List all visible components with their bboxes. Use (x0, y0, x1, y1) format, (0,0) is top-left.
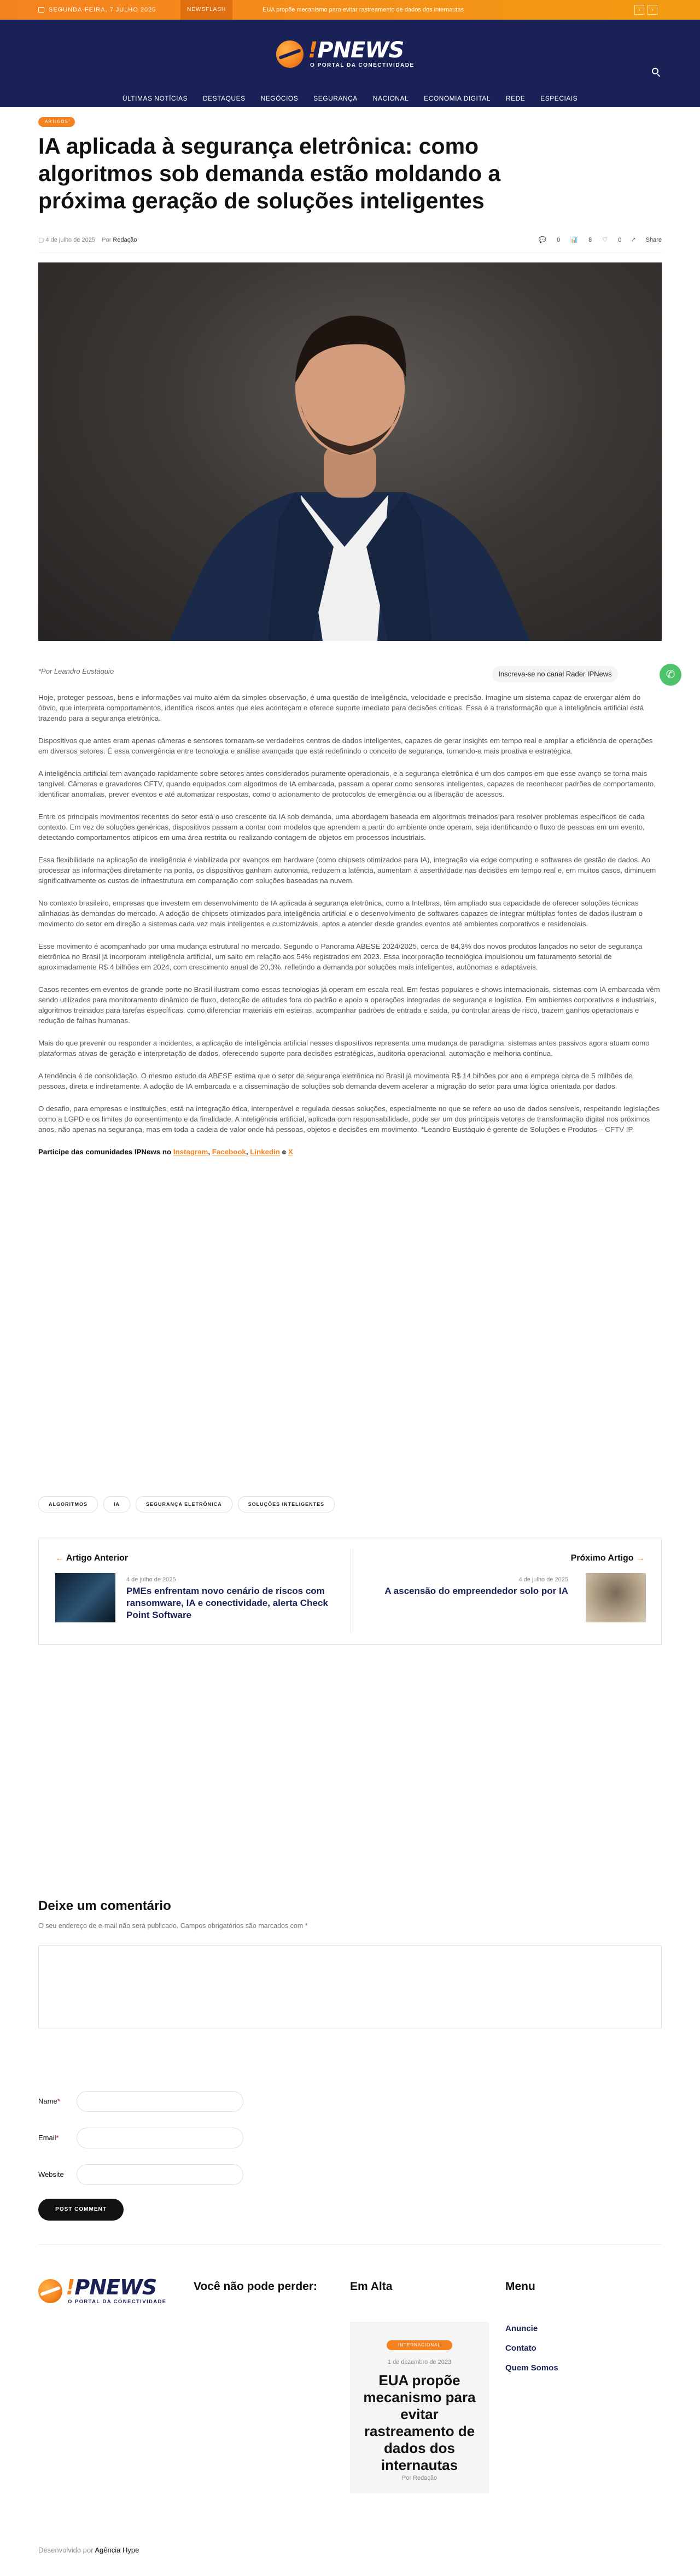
comment-textarea[interactable] (38, 1945, 662, 2029)
article-paragraph: Entre os principais movimentos recentes do setor está o uso crescente da IA sob demanda, uma abordagem baseada em algoritmos treinados para resolver problemas específicos de cada contexto. Em vez de soluções genéricas, dispositivos passam a contar com modelos que aprendem a partir do ambiente onde operam, seja identificando o fluxo de pessoas em um evento, detectando comportamentos atípicos em uma área restrita ou realizando contagem de objetos em processos industriais. (38, 813, 645, 842)
website-label: Website (38, 2170, 64, 2178)
prev-article-label[interactable]: ← Artigo Anterior (55, 1553, 129, 1563)
share-button[interactable]: ⤤ Share (632, 237, 662, 243)
trending-author: Por Redação (401, 2475, 438, 2481)
author-link[interactable]: Redação (113, 237, 137, 243)
facebook-link[interactable]: Facebook (212, 1148, 246, 1156)
nav-negocios[interactable]: NEGÓCIOS (260, 95, 299, 102)
comment-heading: Deixe um comentário (38, 1899, 171, 1913)
next-article-thumbnail[interactable] (586, 1573, 646, 1622)
prev-article-thumbnail[interactable] (55, 1573, 115, 1622)
article-paragraph: Dispositivos que antes eram apenas câmeras e sensores tornaram-se verdadeiros centros de dados inteligentes, capazes de gerar insights em tempo real e ampliar a eficiência de operações em diversos setores. É essa convergência entre tecnologia e análise avançada que está redefinindo o conceito de segurança, tornando-a mais proativa e estratégica. (38, 737, 653, 755)
footer-logo-tagline: O PORTAL DA CONECTIVIDADE (68, 2299, 167, 2305)
current-date: SEGUNDA-FEIRA, 7 JULHO 2025 (38, 0, 156, 20)
name-label: Name* (38, 2097, 60, 2105)
calendar-icon (38, 7, 44, 13)
whatsapp-icon[interactable] (660, 664, 681, 686)
comments-count[interactable]: 💬 0 (539, 237, 561, 243)
next-article-label[interactable]: Próximo Artigo → (570, 1553, 645, 1563)
logo-tagline: O PORTAL DA CONECTIVIDADE (310, 62, 415, 68)
footer-logo-wordmark: !PNEWS (66, 2275, 157, 2299)
email-input[interactable] (77, 2128, 243, 2148)
name-input[interactable] (77, 2091, 243, 2112)
article-date: 4 de julho de 2025 (45, 237, 95, 243)
tag-solucoes-inteligentes[interactable]: SOLUÇÕES INTELIGENTES (238, 1496, 335, 1512)
arrow-right-icon: → (636, 1553, 645, 1563)
globe-logo-icon (276, 40, 304, 68)
article-paragraph: Hoje, proteger pessoas, bens e informações vai muito além da simples observação, é uma questão de inteligência, velocidade e precisão. Imagine um sistema capaz de enxergar além do óbvio, que interpreta comportamentos, identifica riscos antes que eles aconteçam e oferece suporte imediato para decisões críticas. Essa é a transformação que a inteligência artificial está trazendo para a segurança eletrônica. (38, 693, 644, 722)
trending-card[interactable] (350, 2322, 489, 2493)
footer-divider (38, 2244, 662, 2245)
x-link[interactable]: X (288, 1148, 293, 1156)
article-hero-image (38, 262, 662, 641)
main-nav (0, 90, 700, 107)
newsflash-link[interactable]: EUA propõe mecanismo para evitar rastreamento de dados dos internautas (262, 7, 464, 13)
category-badge[interactable]: ARTIGOS (38, 117, 75, 127)
newsflash-next-button[interactable]: › (648, 5, 657, 15)
article-paragraph: A tendência é de consolidação. O mesmo estudo da ABESE estima que o setor de segurança eletrônica no Brasil já movimenta R$ 14 bilhões por ano e emprega cerca de 5 milhões de pessoas, direta e indiretamente. A adoção de IA embarcada e a disseminação de soluções sob demanda devem acelerar a migração do setor para uma lógica orientada por dados. (38, 1072, 633, 1090)
nav-rede[interactable]: REDE (505, 95, 526, 102)
newsletter-subscribe-button[interactable]: Inscreva-se no canal Rader IPNews (492, 666, 618, 682)
article-body (38, 692, 662, 1169)
nav-nacional[interactable]: NACIONAL (372, 95, 409, 102)
calendar-icon: ▢ (38, 237, 44, 243)
author-portrait (38, 262, 662, 641)
nav-ultimas-noticias[interactable]: ÚLTIMAS NOTÍCIAS (122, 95, 188, 102)
globe-logo-icon (38, 2279, 62, 2303)
search-icon[interactable] (652, 68, 658, 74)
article-meta (38, 236, 662, 247)
article-paragraph: O desafio, para empresas e instituições, está na integração ética, interoperável e regulada dessas soluções, especialmente no que se refere ao uso de dados sensíveis, respeitando legislações como a LGPD e os limites do consentimento e da finalidade. A inteligência artificial, aplicada com responsabilidade, pode ser um dos principais vetores de transformação digital nos próximos anos, não apenas na segurança, mas em toda a cadeia de valor onde há pessoas, objetos e decisões em movimento. *Leandro Eustáquio é gerente de Soluções e Produtos – CFTV IP. (38, 1105, 660, 1134)
nav-destaques[interactable]: DESTAQUES (202, 95, 246, 102)
site-logo[interactable] (276, 38, 424, 70)
footer-trending-heading: Em Alta (350, 2280, 393, 2293)
article-title: IA aplicada à segurança eletrônica: como algoritmos sob demanda estão moldando a próxima geração de soluções inteligentes (38, 133, 501, 213)
article-stats (530, 236, 662, 244)
tag-seguranca-eletronica[interactable]: SEGURANÇA ELETRÔNICA (136, 1496, 232, 1512)
post-comment-button[interactable]: POST COMMENT (38, 2199, 124, 2221)
trending-category-badge[interactable]: INTERNACIONAL (387, 2340, 452, 2350)
newsflash-label: NEWSFLASH (180, 0, 232, 20)
article-paragraph: Mais do que prevenir ou responder a incidentes, a aplicação de inteligência artificial nesses dispositivos representa uma mudança de paradigma: sistemas antes passivos agora atuam como plataformas ativas de geração e interpretação de dados, oferecendo suporte para decisões estratégicas, auditoria operacional, automação e melhoria contínua. (38, 1039, 650, 1058)
footer-logo[interactable] (38, 2276, 175, 2309)
nav-economia-digital[interactable]: ECONOMIA DIGITAL (424, 95, 491, 102)
trending-date: 1 de dezembro de 2023 (387, 2359, 452, 2365)
footer-menu-anuncie[interactable]: Anuncie (505, 2324, 538, 2333)
instagram-link[interactable]: Instagram (173, 1148, 208, 1156)
email-label: Email* (38, 2134, 59, 2142)
credit-link[interactable]: Agência Hype (95, 2546, 139, 2554)
next-article-title[interactable]: A ascensão do empreendedor solo por IA (384, 1586, 568, 1596)
footer-credit: Desenvolvido por Agência Hype (38, 2546, 139, 2554)
post-navigation (38, 1538, 662, 1645)
article-paragraph: Essa flexibilidade na aplicação de inteligência é viabilizada por avanços em hardware (como chipsets otimizados para IA), integração via edge computing e softwares de gestão de dados. Ao processar as informações diretamente na ponta, os dispositivos ganham autonomia, reduzem a latência, aumentam a assertividade nas decisões em tempo real e, em muitos casos, diminuem significativamente os custos de infraestrutura em comparação com soluções baseadas na nuvem. (38, 856, 656, 885)
likes-count[interactable]: ♡ 0 (602, 237, 622, 243)
newsflash-prev-button[interactable]: ‹ (634, 5, 644, 15)
social-communities: Participe das comunidades IPNews no Instagram, Facebook, Linkedin e X (38, 1148, 293, 1156)
footer-menu-contato[interactable]: Contato (505, 2344, 536, 2353)
linkedin-link[interactable]: Linkedin (250, 1148, 280, 1156)
top-bar (0, 0, 700, 20)
nav-especiais[interactable]: ESPECIAIS (540, 95, 578, 102)
logo-wordmark: !PNEWS (308, 38, 404, 63)
article-paragraph: Casos recentes em eventos de grande porte no Brasil ilustram como essas tecnologias já operam em escala real. Em festas populares e shows internacionais, sistemas com IA embarcada vêm sendo utilizados para monitoramento dinâmico de fluxo, detecção de atitudes fora do padrão e apoio a operações integradas de segurança e logística. Em ambientes corporativos e industriais, algoritmos treinados para tarefas específicas, como diferenciar materiais em esteiras, acompanhar padrões de entrada e saída, ou controlar áreas de risco, trazem ganhos operacionais e redução de falhas humanas. (38, 985, 660, 1025)
footer-menu-heading: Menu (505, 2280, 535, 2293)
nav-seguranca[interactable]: SEGURANÇA (313, 95, 358, 102)
footer-menu-quem-somos[interactable]: Quem Somos (505, 2363, 558, 2373)
arrow-left-icon: ← (55, 1553, 64, 1563)
trending-title[interactable]: EUA propõe mecanismo para evitar rastreamento de dados dos internautas (363, 2372, 476, 2473)
article-paragraph: A inteligência artificial tem avançado rapidamente sobre setores antes considerados puramente operacionais, e a segurança eletrônica é um dos campos em que esse avanço se torna mais tangível. Câmeras e gravadores CFTV, quando equipados com algoritmos de IA embarcada, passam a operar como sensores inteligentes, capazes de reconhecer padrões de comportamento, identificar anomalias, prever eventos e até automatizar respostas, como o acionamento de protocolos de emergência ou a liberação de acessos. (38, 769, 656, 798)
prev-article-title[interactable]: PMEs enfrentam novo cenário de riscos com ransomware, IA e conectividade, alerta Check Point Software (126, 1586, 328, 1620)
website-input[interactable] (77, 2164, 243, 2185)
article-tags (38, 1496, 340, 1512)
image-caption: *Por Leandro Eustáquio (38, 667, 114, 675)
article-paragraph: No contexto brasileiro, empresas que investem em desenvolvimento de IA aplicada à segurança eletrônica, como a Intelbras, têm ampliado sua capacidade de oferecer soluções técnicas alinhadas às demandas do mercado. A adoção de chipsets otimizados para inteligência artificial e o desenvolvimento de softwares capazes de integrar múltiplas fontes de dados ilustram o movimento do setor em direção a sistemas cada vez mais inteligentes e customizáveis, aptos a atender desde grandes eventos até ambientes corporativos e residenciais. (38, 899, 643, 928)
article-paragraph: Esse movimento é acompanhado por uma mudança estrutural no mercado. Segundo o Panorama ABESE 2024/2025, cerca de 84,3% dos novos produtos lançados no setor de segurança eletrônica no Brasil já incorporam inteligência artificial, um salto em relação aos 54% registrados em 2023. Essa incorporação tecnológica impulsionou um faturamento setorial de aproximadamente R$ 4 bilhões em 2024, com crescimento anual de 20,3%, refletindo a demanda por soluções mais inteligentes, autônomas e adaptáveis. (38, 942, 643, 971)
prev-article-date: 4 de julho de 2025 (126, 1576, 176, 1583)
tag-ia[interactable]: IA (103, 1496, 130, 1512)
article-byline: Por Redação (102, 237, 137, 243)
views-count: 📊 8 (570, 237, 592, 243)
site-header (0, 20, 700, 107)
tag-algoritmos[interactable]: ALGORITMOS (38, 1496, 98, 1512)
comment-note: O seu endereço de e-mail não será publicado. Campos obrigatórios são marcados com * (38, 1922, 308, 1930)
next-article-date: 4 de julho de 2025 (518, 1576, 568, 1583)
footer-dont-miss-heading: Você não pode perder: (194, 2280, 317, 2293)
